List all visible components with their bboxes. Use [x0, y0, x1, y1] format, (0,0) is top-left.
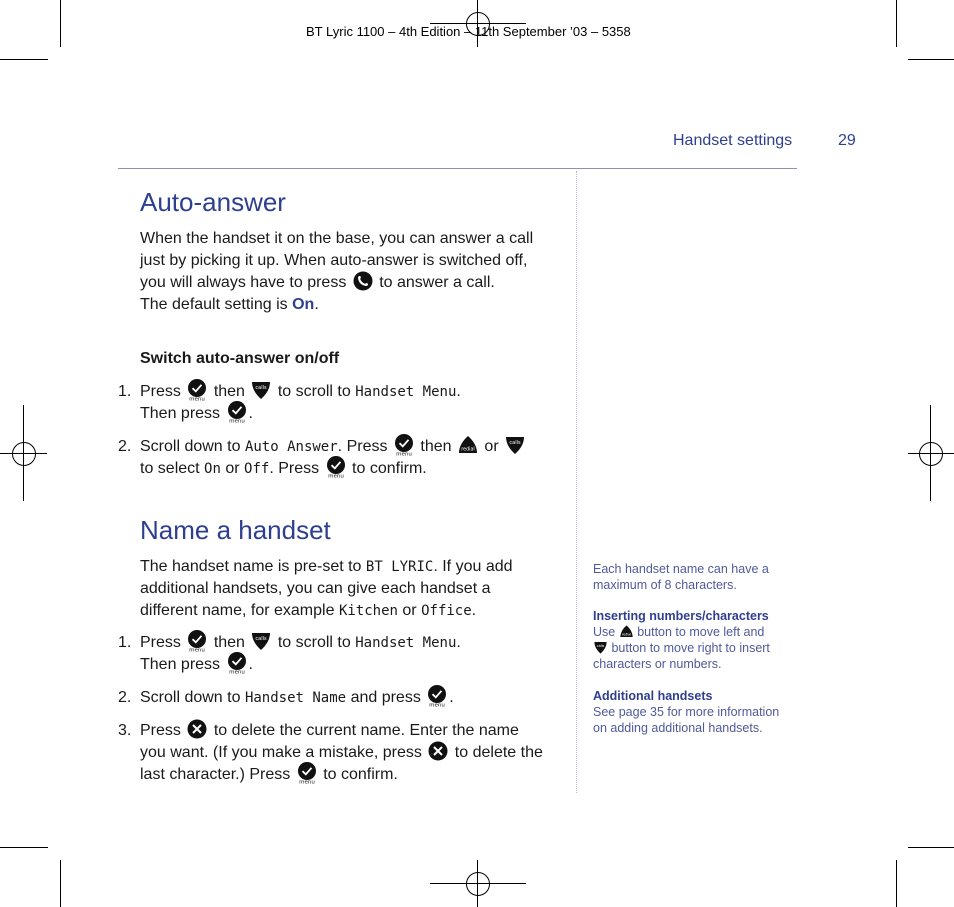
crop-mark	[0, 847, 48, 848]
text: you will always have to press	[140, 274, 347, 292]
text: then	[420, 438, 452, 456]
step-number: 1.	[118, 383, 132, 400]
text: and press	[350, 689, 421, 707]
crop-mark	[0, 59, 48, 60]
default-value: On	[292, 296, 315, 314]
text: .	[314, 296, 319, 314]
text: .	[248, 656, 253, 674]
text: then	[213, 634, 245, 652]
text: . Press	[337, 438, 388, 456]
intro-line: just by picking it up. When auto-answer is switched off,	[140, 252, 528, 269]
redial-scroll-up-icon	[619, 624, 634, 639]
section-title-auto-answer: Auto-answer	[140, 187, 286, 217]
running-header-section: Handset settings	[673, 132, 793, 149]
text: to confirm.	[352, 460, 427, 478]
note-heading: Inserting numbers/characters	[593, 609, 769, 623]
section-title-name-handset: Name a handset	[140, 515, 331, 545]
note-line	[593, 624, 803, 640]
step-text	[140, 632, 570, 676]
text: then	[213, 383, 245, 401]
display-text: Off	[244, 461, 270, 478]
delete-button-icon	[427, 740, 449, 762]
step-text	[140, 687, 570, 709]
display-text: Handset Menu	[355, 384, 457, 401]
ok-menu-button-icon	[186, 379, 208, 401]
calls-scroll-down-icon	[250, 379, 272, 401]
display-text: Handset Name	[244, 690, 347, 707]
sidebar-note-max-characters	[593, 561, 803, 593]
sidebar-note-inserting	[593, 608, 803, 672]
text: Scroll down to	[140, 689, 241, 707]
page-number: 29	[838, 132, 856, 149]
text: you want. (If you make a mistake, press	[140, 744, 422, 762]
text: or	[225, 460, 240, 478]
text: Press	[140, 383, 181, 401]
text: Use	[593, 625, 616, 639]
step-number: 2.	[118, 438, 132, 455]
text: to confirm.	[323, 766, 398, 784]
text: button to move right to insert	[611, 641, 770, 656]
crop-mark	[896, 0, 897, 47]
text: to scroll to	[277, 383, 351, 401]
ok-menu-button-icon	[186, 630, 208, 652]
crop-mark	[60, 860, 61, 907]
text: Scroll down to	[140, 438, 241, 456]
text: different name, for example	[140, 602, 335, 619]
crop-mark	[908, 59, 954, 60]
delete-button-icon	[186, 718, 208, 740]
ok-menu-button-icon	[393, 434, 415, 456]
note-line	[593, 640, 803, 656]
text: Then press	[140, 656, 221, 674]
calls-scroll-down-icon	[504, 434, 526, 456]
intro-line	[140, 294, 570, 316]
calls-scroll-down-icon	[593, 640, 608, 655]
intro-line	[140, 556, 570, 578]
text: to delete the	[454, 744, 543, 762]
text: Then press	[140, 405, 221, 423]
text: .	[456, 634, 461, 652]
step-number: 1.	[118, 634, 132, 651]
intro-line	[140, 272, 570, 294]
ok-menu-button-icon	[226, 401, 248, 423]
display-text: BT LYRIC	[365, 559, 434, 575]
display-text: Auto Answer	[244, 439, 338, 456]
text: last character.) Press	[140, 766, 291, 784]
step-text	[140, 720, 570, 787]
crop-mark	[896, 860, 897, 907]
text: to scroll to	[277, 634, 351, 652]
calls-scroll-down-icon	[250, 630, 272, 652]
intro-line: When the handset it on the base, you can answer a call	[140, 230, 534, 247]
text: The default setting is	[140, 296, 288, 314]
text: .	[471, 602, 477, 619]
note-line: Each handset name can have a	[593, 562, 769, 576]
intro-line: additional handsets, you can give each handset a	[140, 580, 491, 597]
display-text: Office	[421, 603, 472, 619]
redial-scroll-up-icon	[457, 434, 479, 456]
step-number: 3.	[118, 722, 132, 739]
text: The handset name is pre-set to	[140, 558, 362, 575]
text: Press	[140, 722, 181, 740]
ok-menu-button-icon	[226, 652, 248, 674]
step-number: 2.	[118, 689, 132, 706]
step-text	[140, 436, 570, 480]
display-text: On	[204, 461, 221, 478]
intro-line	[140, 600, 570, 622]
text: Press	[140, 634, 181, 652]
text: . If you add	[433, 558, 513, 575]
text: to answer a call.	[379, 274, 495, 292]
text: button to move left and	[637, 625, 765, 639]
text: .	[248, 405, 253, 423]
note-line: maximum of 8 characters.	[593, 578, 737, 592]
text: .	[449, 689, 454, 707]
text: or	[402, 602, 417, 619]
text: .	[456, 383, 461, 401]
crop-mark	[908, 847, 954, 848]
ok-menu-button-icon	[426, 685, 448, 707]
auto-answer-intro	[140, 228, 570, 316]
step-text	[140, 381, 570, 425]
talk-button-icon	[352, 270, 374, 292]
print-slug: BT Lyric 1100 – 4th Edition – 11th September ’03 – 5358	[306, 24, 631, 39]
subheading-switch-auto-answer: Switch auto-answer on/off	[140, 350, 340, 367]
text: . Press	[269, 460, 320, 478]
header-rule	[118, 168, 797, 169]
column-divider	[576, 171, 577, 793]
text: to delete the current name. Enter the name	[213, 722, 519, 740]
name-handset-intro	[140, 556, 570, 622]
note-line: See page 35 for more information	[593, 705, 780, 719]
display-text: Handset Menu	[355, 635, 457, 652]
note-line: on adding additional handsets.	[593, 721, 763, 735]
crop-mark	[60, 0, 61, 47]
text: to select	[140, 460, 200, 478]
note-heading: Additional handsets	[593, 689, 713, 703]
ok-menu-button-icon	[296, 762, 318, 784]
sidebar-note-additional-handsets	[593, 688, 803, 736]
text: or	[484, 438, 499, 456]
ok-menu-button-icon	[325, 456, 347, 478]
note-line: characters or numbers.	[593, 657, 722, 672]
display-text: Kitchen	[338, 603, 398, 619]
